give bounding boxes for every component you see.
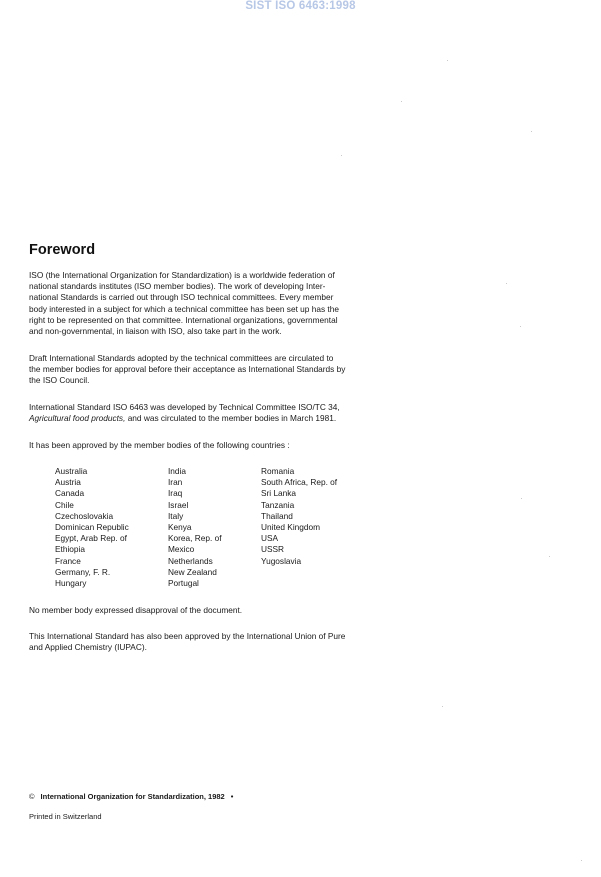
country-item: Sri Lanka bbox=[261, 488, 297, 499]
country-item: USA bbox=[261, 533, 279, 544]
text-line bbox=[29, 413, 379, 424]
country-item: Mexico bbox=[168, 544, 195, 555]
text-line: It has been approved by the member bodies of the following countries : bbox=[29, 440, 290, 450]
country-item: Dominican Republic bbox=[55, 522, 129, 533]
paragraph-no-disapproval bbox=[29, 605, 379, 616]
text-line: International Standard ISO 6463 was developed by Technical Committee ISO/TC 34, bbox=[29, 402, 340, 412]
country-item: New Zealand bbox=[168, 566, 217, 577]
text-line: the member bodies for approval before their acceptance as International Standards by bbox=[29, 364, 346, 375]
paragraph-iupac-approval bbox=[29, 631, 379, 653]
copyright-symbol: © bbox=[29, 792, 35, 801]
country-item: Italy bbox=[168, 510, 184, 521]
country-item: Israel bbox=[168, 499, 189, 510]
text-line: No member body expressed disapproval of the document. bbox=[29, 605, 243, 615]
country-item: Czechoslovakia bbox=[55, 510, 114, 521]
country-item: Netherlands bbox=[168, 555, 213, 566]
country-column-2 bbox=[168, 466, 260, 589]
paragraph-draft-standards bbox=[29, 353, 379, 387]
country-item: South Africa, Rep. of bbox=[261, 477, 338, 488]
country-column-3 bbox=[261, 466, 381, 567]
country-item: Korea, Rep. of bbox=[168, 533, 222, 544]
country-item: Iraq bbox=[168, 488, 183, 499]
watermark-standard-id: SIST ISO 6463:1998 bbox=[245, 0, 356, 12]
text-line: This International Standard has also been approved by the International Union of Pure bbox=[29, 631, 346, 641]
country-item: Iran bbox=[168, 477, 183, 488]
country-item: Kenya bbox=[168, 522, 192, 533]
copyright-notice bbox=[29, 792, 233, 801]
country-column-1 bbox=[55, 466, 167, 589]
country-item: Austria bbox=[55, 477, 81, 488]
text-line: and non-governmental, in liaison with ISO, also take part in the work. bbox=[29, 326, 282, 337]
country-item: Romania bbox=[261, 466, 295, 476]
country-item: Portugal bbox=[168, 578, 199, 589]
copyright-text: International Organization for Standardization, 1982 bbox=[40, 792, 225, 801]
country-item: Thailand bbox=[261, 510, 293, 521]
country-item: USSR bbox=[261, 544, 285, 555]
country-item: India bbox=[168, 466, 186, 476]
text-line: and Applied Chemistry (IUPAC). bbox=[29, 642, 147, 653]
text-line: right to be represented on that committee. International organizations, governmental bbox=[29, 314, 338, 325]
country-item: Chile bbox=[55, 499, 74, 510]
text-line: the ISO Council. bbox=[29, 375, 90, 386]
country-item: Ethiopia bbox=[55, 544, 85, 555]
text-line: national standards institutes (ISO member bodies). The work of developing Inter- bbox=[29, 281, 326, 292]
text-line: body interested in a subject for which a technical committee has been set up has the bbox=[29, 303, 339, 314]
country-item: Australia bbox=[55, 466, 88, 476]
bullet-icon: • bbox=[230, 792, 234, 801]
country-item: Egypt, Arab Rep. of bbox=[55, 533, 127, 544]
committee-title-italic: Agricultural food products, bbox=[29, 413, 126, 424]
country-item: France bbox=[55, 555, 81, 566]
text-line: national Standards is carried out through ISO technical committees. Every member bbox=[29, 292, 334, 303]
foreword-heading: Foreword bbox=[29, 242, 96, 258]
country-item: Hungary bbox=[55, 578, 87, 589]
paragraph-iso-description bbox=[29, 270, 379, 337]
country-item: United Kingdom bbox=[261, 522, 321, 533]
text-line: Draft International Standards adopted by the technical committees are circulated to bbox=[29, 353, 334, 363]
country-item: Germany, F. R. bbox=[55, 566, 111, 577]
paragraph-approval-intro bbox=[29, 440, 379, 451]
text-fragment: and was circulated to the member bodies in March 1981. bbox=[125, 413, 337, 424]
text-line: ISO (the International Organization for Standardization) is a worldwide federation of bbox=[29, 270, 335, 280]
country-item: Tanzania bbox=[261, 499, 295, 510]
printed-in-notice: Printed in Switzerland bbox=[29, 812, 102, 821]
country-item: Yugoslavia bbox=[261, 555, 302, 566]
country-item: Canada bbox=[55, 488, 85, 499]
paragraph-development bbox=[29, 402, 379, 424]
